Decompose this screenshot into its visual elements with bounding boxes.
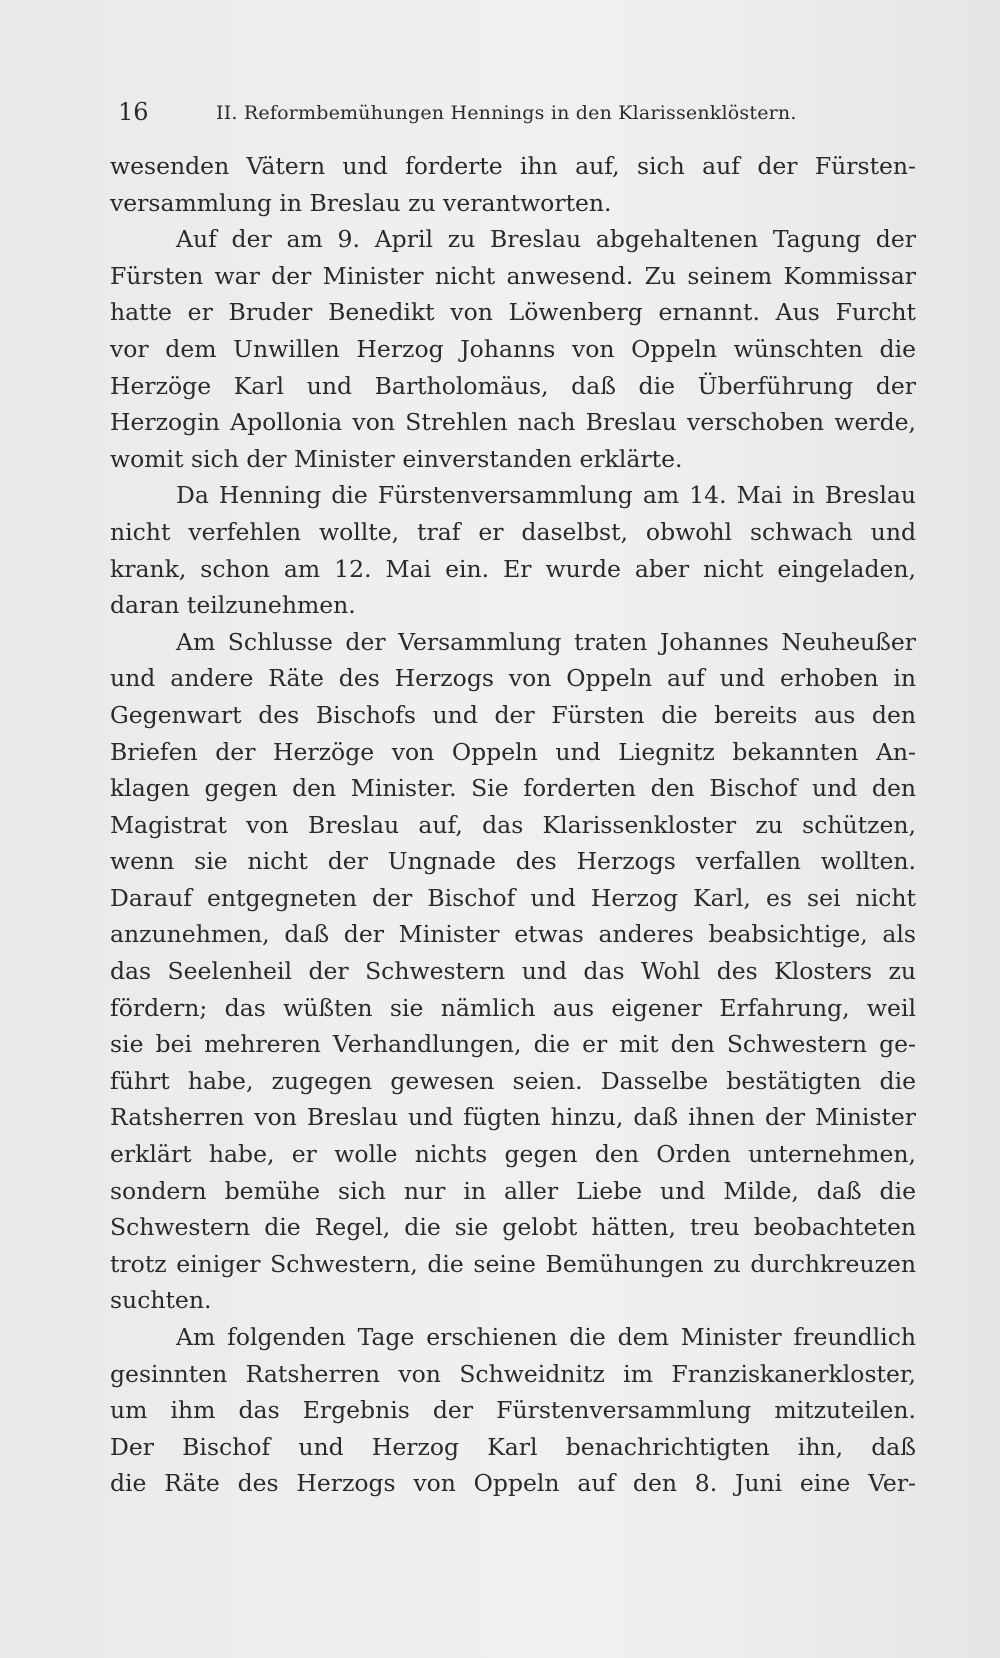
text-line: sondern bemühe sich nur in aller Liebe und Milde, daß die <box>110 1176 916 1205</box>
text-line: erklärt habe, er wolle nichts gegen den Orden unternehmen, <box>110 1140 916 1169</box>
text-line: Der Bischof und Herzog Karl benachrichtigten ihn, daß <box>110 1432 916 1461</box>
text-line: Am Schlusse der Versammlung traten Johannes Neuheußer <box>176 627 916 656</box>
text-line: um ihm das Ergebnis der Fürstenversammlung mitzuteilen. <box>110 1396 916 1425</box>
text-line: fördern; das wüßten sie nämlich aus eigener Erfahrung, weil <box>110 993 916 1022</box>
text-line: anzunehmen, daß der Minister etwas anderes beabsichtige, als <box>110 920 916 949</box>
text-line: das Seelenheil der Schwestern und das Wohl des Klosters zu <box>110 957 916 986</box>
text-line: wenn sie nicht der Ungnade des Herzogs verfallen wollten. <box>110 847 916 876</box>
text-line: gesinnten Ratsherren von Schweidnitz im Franziskanerkloster, <box>110 1359 916 1388</box>
text-line: führt habe, zugegen gewesen seien. Dasselbe bestätigten die <box>110 1066 916 1095</box>
text-line: klagen gegen den Minister. Sie forderten den Bischof und den <box>110 774 916 803</box>
text-line: die Räte des Herzogs von Oppeln auf den 8. Juni eine Ver- <box>110 1469 916 1498</box>
text-line: womit sich der Minister einverstanden erklärte. <box>110 444 683 473</box>
text-line: Da Henning die Fürstenversammlung am 14. Mai in Breslau <box>176 481 916 510</box>
text-line: daran teilzunehmen. <box>110 591 356 620</box>
text-line: Herzogin Apollonia von Strehlen nach Breslau verschoben werde, <box>110 408 916 437</box>
text-line: sie bei mehreren Verhandlungen, die er mit den Schwestern ge- <box>110 1030 916 1059</box>
body-text <box>110 148 916 1502</box>
page-header <box>118 96 918 136</box>
text-line: Ratsherren von Breslau und fügten hinzu, daß ihnen der Minister <box>110 1103 916 1132</box>
text-line: Gegenwart des Bischofs und der Fürsten die bereits aus den <box>110 700 916 729</box>
text-line: Magistrat von Breslau auf, das Klarissenkloster zu schützen, <box>110 810 916 839</box>
text-line: krank, schon am 12. Mai ein. Er wurde aber nicht eingeladen, <box>110 554 916 583</box>
running-title: II. Reformbemühungen Hennings in den Klarissenklöstern. <box>216 102 797 124</box>
text-line: nicht verfehlen wollte, traf er daselbst, obwohl schwach und <box>110 517 916 546</box>
text-line: suchten. <box>110 1286 212 1315</box>
page-number: 16 <box>118 98 149 126</box>
text-line: Herzöge Karl und Bartholomäus, daß die Überführung der <box>110 371 916 400</box>
text-line: Schwestern die Regel, die sie gelobt hätten, treu beobachteten <box>110 1213 916 1242</box>
text-line: wesenden Vätern und forderte ihn auf, sich auf der Fürsten- <box>110 152 916 180</box>
text-line: Briefen der Herzöge von Oppeln und Liegnitz bekannten An- <box>110 737 916 766</box>
text-line: Auf der am 9. April zu Breslau abgehaltenen Tagung der <box>176 225 916 254</box>
text-line: trotz einiger Schwestern, die seine Bemühungen zu durchkreuzen <box>110 1249 916 1278</box>
text-line: versammlung in Breslau zu verantworten. <box>110 188 612 217</box>
text-line: hatte er Bruder Benedikt von Löwenberg ernannt. Aus Furcht <box>110 298 916 327</box>
text-line: und andere Räte des Herzogs von Oppeln auf und erhoben in <box>110 664 916 693</box>
text-line: Fürsten war der Minister nicht anwesend. Zu seinem Kommissar <box>110 261 916 290</box>
text-line: Am folgenden Tage erschienen die dem Minister freundlich <box>176 1323 916 1351</box>
text-line: Darauf entgegneten der Bischof und Herzog Karl, es sei nicht <box>110 883 916 912</box>
text-line: vor dem Unwillen Herzog Johanns von Oppeln wünschten die <box>110 334 916 363</box>
